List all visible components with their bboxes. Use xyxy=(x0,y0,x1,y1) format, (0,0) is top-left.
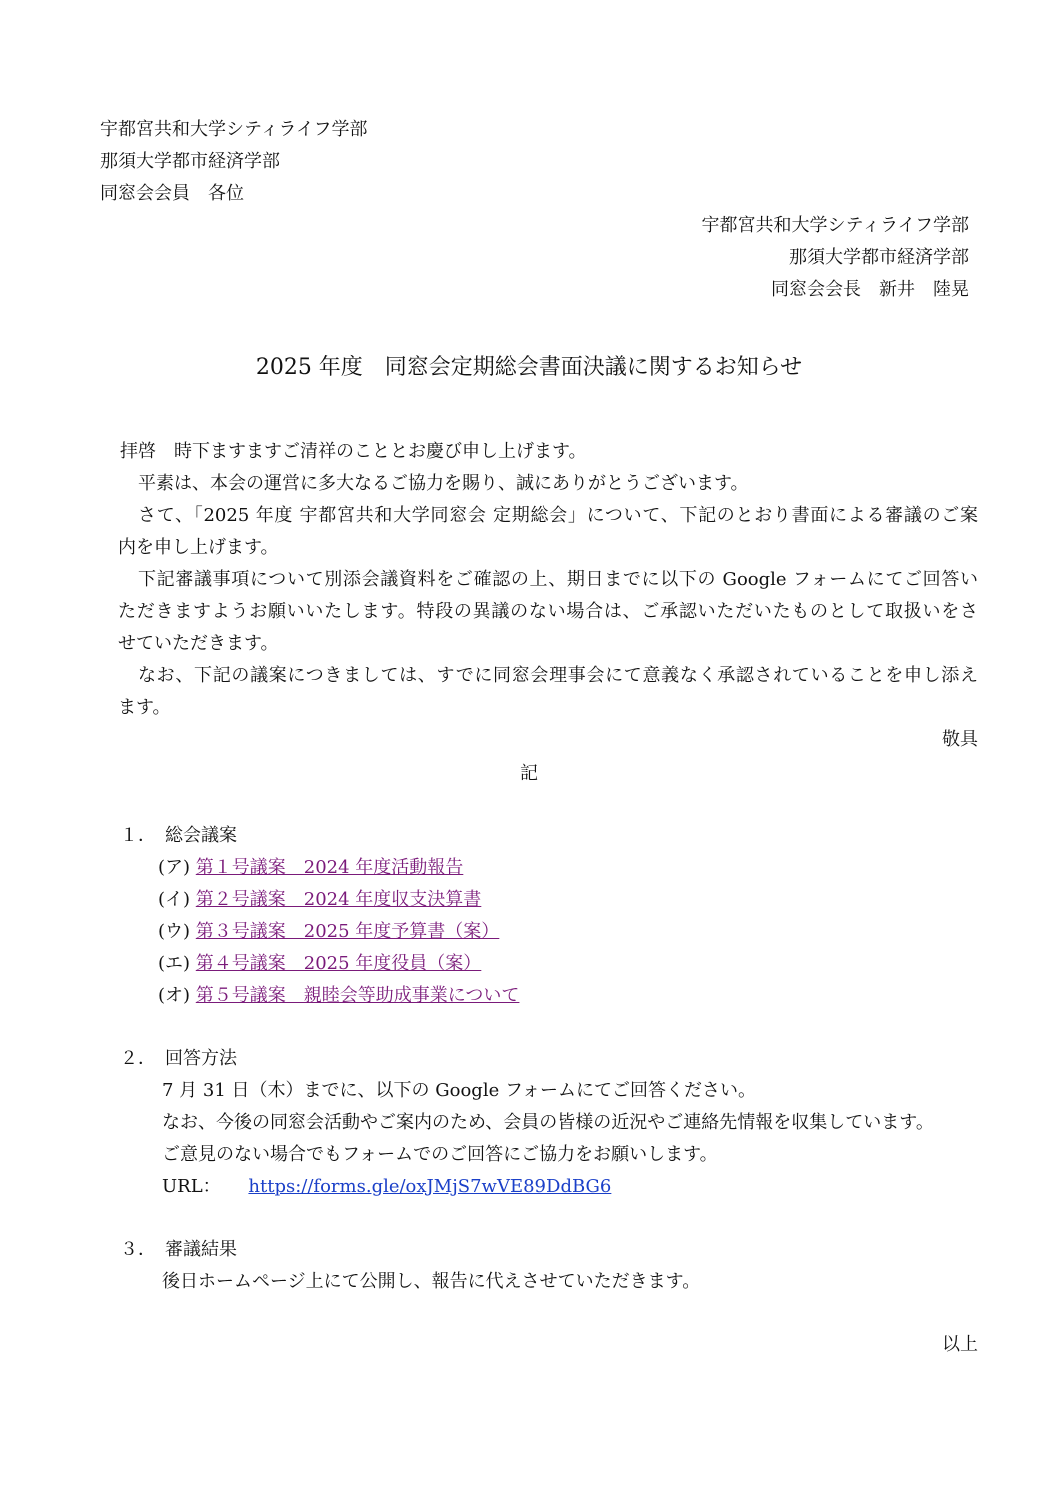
agenda-item-prefix: (エ) xyxy=(158,953,191,974)
agenda-item-1 xyxy=(158,856,463,880)
recipient-line-2: 那須大学都市経済学部 xyxy=(100,151,280,172)
sender-line-2: 那須大学都市経済学部 xyxy=(789,247,969,268)
request-paragraph-line-2: ただきますようお願いいたします。特段の異議のない場合は、ご承認いただいたものとして取扱いをさ xyxy=(118,601,978,622)
notice-paragraph-line-1: さて、「2025 年度 宇都宮共和大学同窓会 定期総会」について、下記のとおり書面による審議のご案 xyxy=(138,505,978,526)
agenda-item-3 xyxy=(158,920,499,944)
agenda-item-4 xyxy=(158,952,481,976)
agenda-item-prefix: (ア) xyxy=(158,857,191,878)
sender-line-1: 宇都宮共和大学シティライフ学部 xyxy=(701,215,969,236)
section-2-heading: ２． 回答方法 xyxy=(120,1048,237,1069)
sender-line-3: 同窓会会長 新井 陸晃 xyxy=(771,279,969,300)
agenda-item-2 xyxy=(158,888,481,912)
answer-deadline: 7 月 31 日（木）までに、以下の Google フォームにてご回答ください。 xyxy=(162,1080,757,1101)
agenda-link-5[interactable]: 第５号議案 親睦会等助成事業について xyxy=(195,985,520,1006)
recipient-line-1: 宇都宮共和大学シティライフ学部 xyxy=(100,119,368,140)
thanks-paragraph: 平素は、本会の運営に多大なるご協力を賜り、誠にありがとうございます。 xyxy=(138,473,749,494)
agenda-link-4[interactable]: 第４号議案 2025 年度役員（案） xyxy=(195,953,482,974)
answer-purpose: なお、今後の同窓会活動やご案内のため、会員の皆様の近況やご連絡先情報を収集しています。 xyxy=(162,1112,934,1133)
approval-paragraph-line-2: ます。 xyxy=(118,697,171,718)
agenda-item-prefix: (オ) xyxy=(158,985,191,1006)
ki-marker: 記 xyxy=(520,763,538,784)
end-marker: 以上 xyxy=(942,1334,978,1355)
section-3-heading: ３． 審議結果 xyxy=(120,1239,237,1260)
agenda-link-2[interactable]: 第２号議案 2024 年度収支決算書 xyxy=(195,889,482,910)
agenda-link-3[interactable]: 第３号議案 2025 年度予算書（案） xyxy=(195,921,500,942)
section-1-heading: １． 総会議案 xyxy=(120,825,237,846)
notice-paragraph-line-2: 内を申し上げます。 xyxy=(118,537,279,558)
url-label: URL： xyxy=(162,1176,221,1197)
closing-keigu: 敬具 xyxy=(942,729,978,750)
recipient-line-3: 同窓会会員 各位 xyxy=(100,183,244,204)
approval-paragraph-line-1: なお、下記の議案につきましては、すでに同窓会理事会にて意義なく承認されていることを申し添え xyxy=(138,665,978,686)
agenda-item-5 xyxy=(158,984,519,1008)
agenda-item-prefix: (イ) xyxy=(158,889,191,910)
agenda-link-1[interactable]: 第１号議案 2024 年度活動報告 xyxy=(195,857,464,878)
result-text: 後日ホームページ上にて公開し、報告に代えさせていただきます。 xyxy=(162,1271,701,1292)
request-paragraph-line-3: せていただきます。 xyxy=(118,633,279,654)
agenda-item-prefix: (ウ) xyxy=(158,921,191,942)
greeting-paragraph: 拝啓 時下ますますご清祥のこととお慶び申し上げます。 xyxy=(120,441,587,462)
url-row xyxy=(162,1175,611,1199)
request-paragraph-line-1: 下記審議事項について別添会議資料をご確認の上、期日までに以下の Google フォームにてご回答い xyxy=(138,569,978,590)
page-title: 2025 年度 同窓会定期総会書面決議に関するお知らせ xyxy=(255,355,803,380)
answer-request: ご意見のない場合でもフォームでのご回答にご協力をお願いします。 xyxy=(162,1144,718,1165)
google-form-link[interactable]: https://forms.gle/oxJMjS7wVE89DdBG6 xyxy=(248,1176,612,1197)
